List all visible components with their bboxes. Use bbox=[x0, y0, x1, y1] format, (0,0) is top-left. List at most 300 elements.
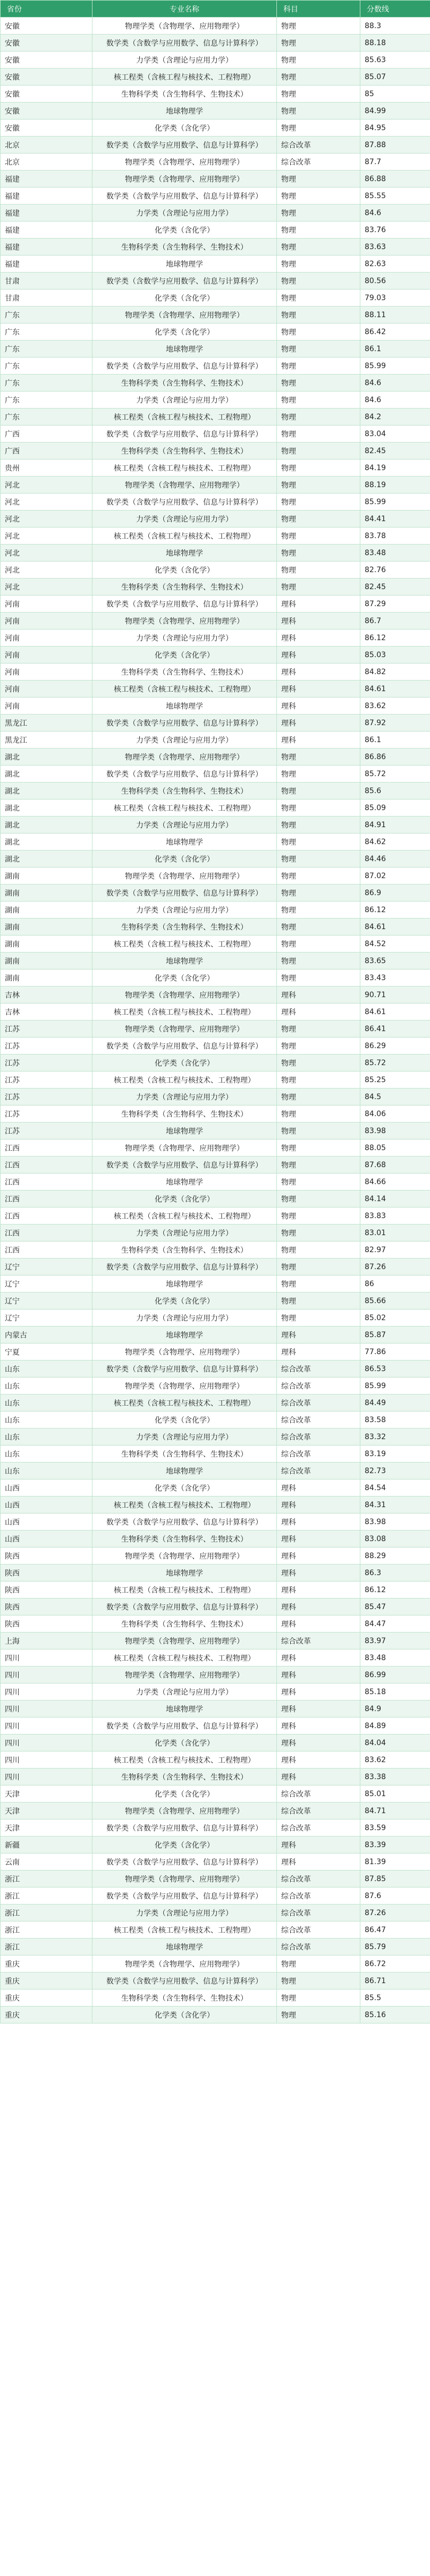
table-row bbox=[1, 1633, 430, 1650]
table-row bbox=[1, 1650, 430, 1667]
cell-province: 江苏 bbox=[1, 1123, 92, 1140]
cell-score: 83.43 bbox=[360, 970, 430, 987]
header-major: 专业名称 bbox=[92, 1, 277, 18]
table-row bbox=[1, 120, 430, 137]
cell-subject: 理科 bbox=[277, 1327, 360, 1344]
cell-score: 82.97 bbox=[360, 1242, 430, 1259]
cell-subject: 物理 bbox=[277, 885, 360, 902]
cell-subject: 物理 bbox=[277, 1021, 360, 1038]
cell-province: 河南 bbox=[1, 596, 92, 613]
table-row bbox=[1, 1344, 430, 1361]
cell-major: 化学类（含化学） bbox=[92, 1480, 277, 1497]
cell-province: 四川 bbox=[1, 1684, 92, 1701]
cell-province: 广东 bbox=[1, 358, 92, 375]
cell-subject: 物理 bbox=[277, 1990, 360, 2007]
cell-major: 化学类（含化学） bbox=[92, 1735, 277, 1752]
cell-major: 物理学类（含物理学、应用物理学） bbox=[92, 18, 277, 35]
cell-province: 江西 bbox=[1, 1157, 92, 1174]
cell-major: 地球物理学 bbox=[92, 1327, 277, 1344]
cell-subject: 理科 bbox=[277, 1701, 360, 1718]
cell-province: 湖北 bbox=[1, 783, 92, 800]
cell-subject: 物理 bbox=[277, 902, 360, 919]
cell-subject: 理科 bbox=[277, 664, 360, 681]
cell-score: 88.11 bbox=[360, 307, 430, 324]
cell-subject: 物理 bbox=[277, 1310, 360, 1327]
cell-subject: 物理 bbox=[277, 2007, 360, 2024]
cell-subject: 物理 bbox=[277, 1123, 360, 1140]
cell-score: 83.48 bbox=[360, 545, 430, 562]
cell-major: 物理学类（含物理学、应用物理学） bbox=[92, 154, 277, 171]
cell-province: 湖南 bbox=[1, 953, 92, 970]
cell-score: 82.73 bbox=[360, 1463, 430, 1480]
table-row bbox=[1, 86, 430, 103]
cell-subject: 物理 bbox=[277, 69, 360, 86]
cell-subject: 物理 bbox=[277, 324, 360, 341]
cell-province: 河北 bbox=[1, 579, 92, 596]
table-row bbox=[1, 477, 430, 494]
cell-major: 生物科学类（含生物科学、生物技术） bbox=[92, 579, 277, 596]
cell-major: 力学类（含理论与应用力学） bbox=[92, 511, 277, 528]
cell-score: 86.53 bbox=[360, 1361, 430, 1378]
table-row bbox=[1, 1055, 430, 1072]
cell-subject: 理科 bbox=[277, 1735, 360, 1752]
cell-subject: 物理 bbox=[277, 1225, 360, 1242]
cell-province: 江西 bbox=[1, 1140, 92, 1157]
cell-major: 力学类（含理论与应用力学） bbox=[92, 1225, 277, 1242]
cell-major: 地球物理学 bbox=[92, 1701, 277, 1718]
table-row bbox=[1, 1123, 430, 1140]
cell-score: 88.19 bbox=[360, 477, 430, 494]
table-row bbox=[1, 1293, 430, 1310]
table-row bbox=[1, 103, 430, 120]
cell-subject: 物理 bbox=[277, 256, 360, 273]
cell-major: 核工程类（含核工程与核技术、工程物理） bbox=[92, 460, 277, 477]
cell-subject: 物理 bbox=[277, 341, 360, 358]
cell-major: 力学类（含理论与应用力学） bbox=[92, 205, 277, 222]
table-row bbox=[1, 2007, 430, 2024]
cell-subject: 物理 bbox=[277, 409, 360, 426]
cell-subject: 综合改革 bbox=[277, 1361, 360, 1378]
cell-subject: 综合改革 bbox=[277, 1803, 360, 1820]
table-row bbox=[1, 307, 430, 324]
table-row bbox=[1, 1429, 430, 1446]
cell-subject: 综合改革 bbox=[277, 1820, 360, 1837]
cell-score: 83.97 bbox=[360, 1633, 430, 1650]
table-row bbox=[1, 1820, 430, 1837]
cell-major: 数学类（含数学与应用数学、信息与计算科学） bbox=[92, 885, 277, 902]
table-row bbox=[1, 1701, 430, 1718]
cell-score: 86.9 bbox=[360, 885, 430, 902]
cell-major: 数学类（含数学与应用数学、信息与计算科学） bbox=[92, 1157, 277, 1174]
cell-subject: 综合改革 bbox=[277, 1888, 360, 1905]
cell-score: 85.66 bbox=[360, 1293, 430, 1310]
cell-province: 新疆 bbox=[1, 1837, 92, 1854]
cell-major: 物理学类（含物理学、应用物理学） bbox=[92, 1140, 277, 1157]
cell-province: 河南 bbox=[1, 698, 92, 715]
cell-province: 江苏 bbox=[1, 1021, 92, 1038]
cell-major: 核工程类（含核工程与核技术、工程物理） bbox=[92, 681, 277, 698]
cell-subject: 综合改革 bbox=[277, 1633, 360, 1650]
cell-subject: 物理 bbox=[277, 919, 360, 936]
cell-province: 江苏 bbox=[1, 1106, 92, 1123]
cell-score: 82.63 bbox=[360, 256, 430, 273]
cell-province: 广东 bbox=[1, 392, 92, 409]
cell-score: 86.12 bbox=[360, 1582, 430, 1599]
table-row bbox=[1, 1888, 430, 1905]
cell-major: 化学类（含化学） bbox=[92, 1293, 277, 1310]
cell-score: 85.18 bbox=[360, 1684, 430, 1701]
table-row bbox=[1, 341, 430, 358]
table-row bbox=[1, 1548, 430, 1565]
table-row bbox=[1, 1174, 430, 1191]
cell-major: 地球物理学 bbox=[92, 1123, 277, 1140]
cell-major: 力学类（含理论与应用力学） bbox=[92, 392, 277, 409]
table-row bbox=[1, 1956, 430, 1973]
cell-province: 广西 bbox=[1, 443, 92, 460]
cell-major: 物理学类（含物理学、应用物理学） bbox=[92, 171, 277, 188]
cell-subject: 综合改革 bbox=[277, 1871, 360, 1888]
cell-major: 力学类（含理论与应用力学） bbox=[92, 52, 277, 69]
cell-province: 甘肃 bbox=[1, 273, 92, 290]
cell-score: 85.47 bbox=[360, 1599, 430, 1616]
cell-subject: 物理 bbox=[277, 1242, 360, 1259]
cell-province: 山东 bbox=[1, 1412, 92, 1429]
cell-province: 福建 bbox=[1, 222, 92, 239]
cell-score: 84.91 bbox=[360, 817, 430, 834]
table-row bbox=[1, 1582, 430, 1599]
cell-subject: 物理 bbox=[277, 307, 360, 324]
cell-subject: 物理 bbox=[277, 460, 360, 477]
cell-major: 数学类（含数学与应用数学、信息与计算科学） bbox=[92, 358, 277, 375]
cell-major: 物理学类（含物理学、应用物理学） bbox=[92, 307, 277, 324]
table-row bbox=[1, 1140, 430, 1157]
header-row bbox=[1, 1, 430, 18]
cell-major: 数学类（含数学与应用数学、信息与计算科学） bbox=[92, 494, 277, 511]
cell-province: 安徽 bbox=[1, 35, 92, 52]
table-row bbox=[1, 1718, 430, 1735]
cell-subject: 综合改革 bbox=[277, 1463, 360, 1480]
cell-major: 数学类（含数学与应用数学、信息与计算科学） bbox=[92, 1820, 277, 1837]
table-row bbox=[1, 834, 430, 851]
cell-subject: 综合改革 bbox=[277, 1939, 360, 1956]
cell-major: 数学类（含数学与应用数学、信息与计算科学） bbox=[92, 1888, 277, 1905]
cell-score: 82.76 bbox=[360, 562, 430, 579]
cell-subject: 物理 bbox=[277, 953, 360, 970]
cell-major: 数学类（含数学与应用数学、信息与计算科学） bbox=[92, 1973, 277, 1990]
table-row bbox=[1, 647, 430, 664]
cell-province: 山西 bbox=[1, 1497, 92, 1514]
cell-subject: 物理 bbox=[277, 35, 360, 52]
cell-score: 83.59 bbox=[360, 1820, 430, 1837]
cell-province: 四川 bbox=[1, 1752, 92, 1769]
cell-subject: 理科 bbox=[277, 1582, 360, 1599]
cell-major: 物理学类（含物理学、应用物理学） bbox=[92, 477, 277, 494]
cell-score: 79.03 bbox=[360, 290, 430, 307]
cell-score: 77.86 bbox=[360, 1344, 430, 1361]
cell-subject: 综合改革 bbox=[277, 1412, 360, 1429]
cell-major: 生物科学类（含生物科学、生物技术） bbox=[92, 86, 277, 103]
cell-subject: 综合改革 bbox=[277, 1786, 360, 1803]
cell-subject: 物理 bbox=[277, 18, 360, 35]
cell-major: 化学类（含化学） bbox=[92, 1412, 277, 1429]
cell-score: 86.12 bbox=[360, 902, 430, 919]
table-body bbox=[1, 18, 430, 2024]
cell-score: 88.05 bbox=[360, 1140, 430, 1157]
cell-score: 87.26 bbox=[360, 1905, 430, 1922]
table-row bbox=[1, 613, 430, 630]
cell-subject: 综合改革 bbox=[277, 137, 360, 154]
cell-major: 物理学类（含物理学、应用物理学） bbox=[92, 1871, 277, 1888]
cell-score: 83.58 bbox=[360, 1412, 430, 1429]
cell-major: 核工程类（含核工程与核技术、工程物理） bbox=[92, 528, 277, 545]
cell-subject: 物理 bbox=[277, 970, 360, 987]
cell-subject: 物理 bbox=[277, 1973, 360, 1990]
cell-major: 核工程类（含核工程与核技术、工程物理） bbox=[92, 69, 277, 86]
cell-major: 数学类（含数学与应用数学、信息与计算科学） bbox=[92, 1038, 277, 1055]
cell-province: 安徽 bbox=[1, 52, 92, 69]
table-row bbox=[1, 273, 430, 290]
table-row bbox=[1, 800, 430, 817]
cell-subject: 理科 bbox=[277, 1004, 360, 1021]
cell-province: 湖北 bbox=[1, 834, 92, 851]
cell-major: 数学类（含数学与应用数学、信息与计算科学） bbox=[92, 1718, 277, 1735]
cell-major: 化学类（含化学） bbox=[92, 647, 277, 664]
cell-score: 83.78 bbox=[360, 528, 430, 545]
cell-score: 87.26 bbox=[360, 1259, 430, 1276]
cell-major: 核工程类（含核工程与核技术、工程物理） bbox=[92, 936, 277, 953]
cell-province: 河北 bbox=[1, 545, 92, 562]
table-row bbox=[1, 1089, 430, 1106]
table-row bbox=[1, 1395, 430, 1412]
cell-score: 85.72 bbox=[360, 766, 430, 783]
cell-major: 力学类（含理论与应用力学） bbox=[92, 817, 277, 834]
table-row bbox=[1, 868, 430, 885]
cell-province: 山西 bbox=[1, 1531, 92, 1548]
cell-province: 四川 bbox=[1, 1718, 92, 1735]
cell-subject: 物理 bbox=[277, 290, 360, 307]
table-row bbox=[1, 409, 430, 426]
cell-major: 核工程类（含核工程与核技术、工程物理） bbox=[92, 1752, 277, 1769]
cell-province: 河北 bbox=[1, 494, 92, 511]
cell-score: 84.2 bbox=[360, 409, 430, 426]
table-row bbox=[1, 1259, 430, 1276]
table-row bbox=[1, 1038, 430, 1055]
table-row bbox=[1, 1412, 430, 1429]
table-row bbox=[1, 1378, 430, 1395]
cell-subject: 物理 bbox=[277, 171, 360, 188]
cell-score: 84.95 bbox=[360, 120, 430, 137]
cell-subject: 物理 bbox=[277, 1174, 360, 1191]
cell-major: 数学类（含数学与应用数学、信息与计算科学） bbox=[92, 273, 277, 290]
cell-major: 核工程类（含核工程与核技术、工程物理） bbox=[92, 409, 277, 426]
cell-major: 力学类（含理论与应用力学） bbox=[92, 902, 277, 919]
cell-major: 物理学类（含物理学、应用物理学） bbox=[92, 868, 277, 885]
cell-score: 83.01 bbox=[360, 1225, 430, 1242]
cell-score: 84.49 bbox=[360, 1395, 430, 1412]
cell-score: 84.31 bbox=[360, 1497, 430, 1514]
table-row bbox=[1, 664, 430, 681]
table-row bbox=[1, 596, 430, 613]
cell-subject: 物理 bbox=[277, 239, 360, 256]
cell-score: 87.68 bbox=[360, 1157, 430, 1174]
cell-province: 江苏 bbox=[1, 1072, 92, 1089]
cell-subject: 物理 bbox=[277, 120, 360, 137]
cell-subject: 物理 bbox=[277, 1055, 360, 1072]
cell-province: 湖北 bbox=[1, 817, 92, 834]
cell-score: 85.87 bbox=[360, 1327, 430, 1344]
cell-score: 84.99 bbox=[360, 103, 430, 120]
cell-subject: 理科 bbox=[277, 1837, 360, 1854]
cell-subject: 物理 bbox=[277, 528, 360, 545]
table-row bbox=[1, 1072, 430, 1089]
cell-major: 化学类（含化学） bbox=[92, 1191, 277, 1208]
cell-score: 87.92 bbox=[360, 715, 430, 732]
cell-province: 吉林 bbox=[1, 1004, 92, 1021]
cell-score: 88.18 bbox=[360, 35, 430, 52]
cell-score: 85.07 bbox=[360, 69, 430, 86]
cell-province: 安徽 bbox=[1, 18, 92, 35]
cell-score: 84.14 bbox=[360, 1191, 430, 1208]
table-row bbox=[1, 239, 430, 256]
header-subject: 科目 bbox=[277, 1, 360, 18]
cell-major: 核工程类（含核工程与核技术、工程物理） bbox=[92, 1072, 277, 1089]
table-row bbox=[1, 1191, 430, 1208]
cell-subject: 物理 bbox=[277, 477, 360, 494]
cell-subject: 理科 bbox=[277, 1531, 360, 1548]
cell-major: 化学类（含化学） bbox=[92, 290, 277, 307]
cell-major: 生物科学类（含生物科学、生物技术） bbox=[92, 1531, 277, 1548]
table-row bbox=[1, 1973, 430, 1990]
cell-province: 云南 bbox=[1, 1854, 92, 1871]
cell-major: 化学类（含化学） bbox=[92, 120, 277, 137]
cell-major: 核工程类（含核工程与核技术、工程物理） bbox=[92, 1395, 277, 1412]
cell-score: 84.61 bbox=[360, 1004, 430, 1021]
cell-province: 辽宁 bbox=[1, 1310, 92, 1327]
cell-subject: 理科 bbox=[277, 1752, 360, 1769]
cell-subject: 物理 bbox=[277, 392, 360, 409]
cell-major: 数学类（含数学与应用数学、信息与计算科学） bbox=[92, 596, 277, 613]
table-row bbox=[1, 545, 430, 562]
cell-major: 物理学类（含物理学、应用物理学） bbox=[92, 613, 277, 630]
table-row bbox=[1, 766, 430, 783]
cell-province: 浙江 bbox=[1, 1922, 92, 1939]
cell-major: 核工程类（含核工程与核技术、工程物理） bbox=[92, 1004, 277, 1021]
cell-subject: 物理 bbox=[277, 834, 360, 851]
table-row bbox=[1, 1752, 430, 1769]
cell-province: 湖南 bbox=[1, 970, 92, 987]
table-row bbox=[1, 749, 430, 766]
cell-province: 天津 bbox=[1, 1803, 92, 1820]
header-score: 分数线 bbox=[360, 1, 430, 18]
cell-major: 生物科学类（含生物科学、生物技术） bbox=[92, 443, 277, 460]
cell-score: 82.45 bbox=[360, 443, 430, 460]
cell-score: 83.65 bbox=[360, 953, 430, 970]
table-row bbox=[1, 443, 430, 460]
cell-major: 化学类（含化学） bbox=[92, 1837, 277, 1854]
cell-province: 安徽 bbox=[1, 69, 92, 86]
table-row bbox=[1, 1497, 430, 1514]
cell-major: 物理学类（含物理学、应用物理学） bbox=[92, 1021, 277, 1038]
cell-subject: 理科 bbox=[277, 732, 360, 749]
cell-subject: 理科 bbox=[277, 681, 360, 698]
cell-province: 湖南 bbox=[1, 885, 92, 902]
cell-score: 85.5 bbox=[360, 1990, 430, 2007]
cell-province: 广东 bbox=[1, 341, 92, 358]
cell-subject: 物理 bbox=[277, 1276, 360, 1293]
cell-score: 84.66 bbox=[360, 1174, 430, 1191]
cell-score: 88.29 bbox=[360, 1548, 430, 1565]
table-row bbox=[1, 1021, 430, 1038]
cell-subject: 物理 bbox=[277, 1259, 360, 1276]
cell-score: 85.6 bbox=[360, 783, 430, 800]
cell-score: 83.39 bbox=[360, 1837, 430, 1854]
cell-major: 生物科学类（含生物科学、生物技术） bbox=[92, 919, 277, 936]
cell-major: 生物科学类（含生物科学、生物技术） bbox=[92, 1769, 277, 1786]
cell-subject: 物理 bbox=[277, 1072, 360, 1089]
cell-subject: 物理 bbox=[277, 358, 360, 375]
cell-province: 陕西 bbox=[1, 1565, 92, 1582]
cell-major: 生物科学类（含生物科学、生物技术） bbox=[92, 664, 277, 681]
cell-province: 山东 bbox=[1, 1395, 92, 1412]
cell-subject: 理科 bbox=[277, 1548, 360, 1565]
cell-province: 广东 bbox=[1, 409, 92, 426]
table-row bbox=[1, 851, 430, 868]
cell-major: 力学类（含理论与应用力学） bbox=[92, 1310, 277, 1327]
table-row bbox=[1, 1939, 430, 1956]
cell-major: 力学类（含理论与应用力学） bbox=[92, 1089, 277, 1106]
cell-province: 江苏 bbox=[1, 1089, 92, 1106]
cell-score: 84.47 bbox=[360, 1616, 430, 1633]
table-row bbox=[1, 1208, 430, 1225]
cell-subject: 综合改革 bbox=[277, 1922, 360, 1939]
cell-province: 黑龙江 bbox=[1, 732, 92, 749]
cell-score: 83.04 bbox=[360, 426, 430, 443]
cell-subject: 理科 bbox=[277, 1854, 360, 1871]
cell-province: 重庆 bbox=[1, 1956, 92, 1973]
table-row bbox=[1, 1769, 430, 1786]
cell-province: 四川 bbox=[1, 1701, 92, 1718]
cell-province: 广东 bbox=[1, 375, 92, 392]
cell-subject: 理科 bbox=[277, 987, 360, 1004]
cell-province: 福建 bbox=[1, 256, 92, 273]
cell-subject: 物理 bbox=[277, 579, 360, 596]
cell-province: 天津 bbox=[1, 1820, 92, 1837]
cell-subject: 理科 bbox=[277, 1565, 360, 1582]
table-row bbox=[1, 137, 430, 154]
table-row bbox=[1, 1837, 430, 1854]
table-row bbox=[1, 1106, 430, 1123]
cell-major: 数学类（含数学与应用数学、信息与计算科学） bbox=[92, 137, 277, 154]
cell-province: 江苏 bbox=[1, 1055, 92, 1072]
table-row bbox=[1, 1684, 430, 1701]
cell-province: 陕西 bbox=[1, 1548, 92, 1565]
cell-score: 87.85 bbox=[360, 1871, 430, 1888]
cell-score: 86.99 bbox=[360, 1667, 430, 1684]
cell-province: 江西 bbox=[1, 1242, 92, 1259]
cell-major: 核工程类（含核工程与核技术、工程物理） bbox=[92, 1922, 277, 1939]
cell-province: 山东 bbox=[1, 1463, 92, 1480]
cell-major: 地球物理学 bbox=[92, 341, 277, 358]
cell-score: 80.56 bbox=[360, 273, 430, 290]
table-row bbox=[1, 1599, 430, 1616]
cell-major: 数学类（含数学与应用数学、信息与计算科学） bbox=[92, 188, 277, 205]
cell-major: 力学类（含理论与应用力学） bbox=[92, 1429, 277, 1446]
cell-score: 86.3 bbox=[360, 1565, 430, 1582]
cell-major: 地球物理学 bbox=[92, 103, 277, 120]
table-row bbox=[1, 936, 430, 953]
cell-subject: 理科 bbox=[277, 1497, 360, 1514]
cell-score: 85.79 bbox=[360, 1939, 430, 1956]
